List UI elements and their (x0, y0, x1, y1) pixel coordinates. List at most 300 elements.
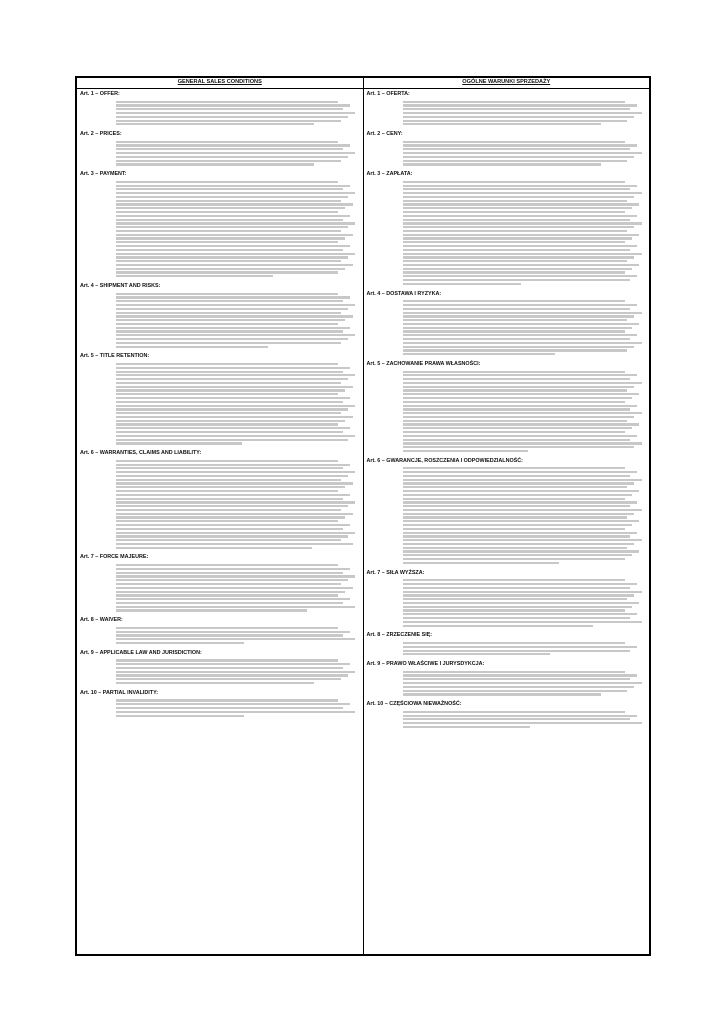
text-line-placeholder (116, 416, 353, 418)
text-line-placeholder (116, 101, 338, 103)
title-row (77, 78, 650, 89)
text-line-placeholder (403, 338, 630, 340)
text-line-placeholder (116, 663, 350, 665)
text-line-placeholder (116, 312, 341, 314)
article-heading: Art. 10 – PARTIAL INVALIDITY: (80, 689, 159, 696)
text-line-placeholder (403, 112, 642, 114)
article-heading: Art. 4 – DOSTAWA I RYZYKA: (366, 290, 442, 297)
text-line-placeholder (403, 101, 625, 103)
text-line-placeholder (116, 249, 343, 251)
text-line-placeholder (116, 271, 338, 273)
text-line-placeholder (116, 245, 350, 247)
article-heading: Art. 8 – WAIVER: (80, 617, 123, 624)
text-line-placeholder (116, 642, 244, 644)
text-line-placeholder (403, 726, 531, 728)
text-line-placeholder (116, 543, 353, 545)
text-line-placeholder (116, 260, 341, 262)
text-line-placeholder (403, 116, 635, 118)
text-line-placeholder (116, 296, 350, 298)
text-line-placeholder (403, 591, 642, 593)
text-line-placeholder (403, 583, 637, 585)
text-line-placeholder (116, 389, 345, 391)
text-line-placeholder (116, 275, 273, 277)
text-line-placeholder (116, 498, 343, 500)
article-body (367, 668, 647, 695)
text-line-placeholder (116, 594, 338, 596)
text-line-placeholder (403, 513, 635, 515)
text-line-placeholder (116, 315, 353, 317)
text-line-placeholder (403, 144, 637, 146)
article-heading: Art. 2 – PRICES: (80, 131, 122, 138)
text-line-placeholder (403, 416, 635, 418)
text-line-placeholder (403, 711, 625, 713)
text-line-placeholder (403, 405, 637, 407)
article-heading: Art. 10 – CZĘŚCIOWA NIEWAŻNOŚĆ: (366, 701, 462, 708)
article-body (367, 465, 647, 564)
article-heading: Art. 6 – WARRANTIES, CLAIMS AND LIABILITY: (80, 450, 202, 457)
text-line-placeholder (116, 363, 338, 365)
text-line-placeholder (403, 300, 625, 302)
article-heading: Art. 5 – TITLE RETENTION: (80, 353, 150, 360)
text-line-placeholder (116, 435, 355, 437)
text-line-placeholder (403, 562, 560, 564)
text-line-placeholder (403, 427, 632, 429)
text-line-placeholder (116, 148, 343, 150)
article-body (80, 624, 360, 644)
article-body (80, 360, 360, 444)
text-line-placeholder (116, 264, 353, 266)
text-line-placeholder (403, 141, 625, 143)
text-line-placeholder (116, 524, 350, 526)
text-line-placeholder (403, 237, 632, 239)
text-line-placeholder (403, 192, 642, 194)
text-line-placeholder (403, 200, 628, 202)
text-line-placeholder (403, 342, 642, 344)
text-line-placeholder (116, 319, 345, 321)
text-line-placeholder (403, 475, 630, 477)
text-line-placeholder (116, 535, 348, 537)
text-line-placeholder (116, 671, 355, 673)
text-line-placeholder (116, 308, 348, 310)
text-line-placeholder (403, 539, 642, 541)
text-line-placeholder (116, 412, 341, 414)
text-line-placeholder (116, 467, 343, 469)
text-line-placeholder (116, 342, 341, 344)
text-line-placeholder (403, 482, 635, 484)
text-line-placeholder (403, 397, 632, 399)
text-line-placeholder (403, 450, 529, 452)
text-line-placeholder (403, 152, 642, 154)
text-line-placeholder (116, 505, 348, 507)
text-line-placeholder (403, 535, 630, 537)
text-line-placeholder (403, 401, 625, 403)
article-body (80, 138, 360, 165)
text-line-placeholder (403, 558, 625, 560)
text-line-placeholder (403, 334, 637, 336)
text-line-placeholder (403, 528, 625, 530)
text-line-placeholder (116, 587, 353, 589)
text-line-placeholder (403, 646, 637, 648)
text-line-placeholder (403, 609, 625, 611)
text-line-placeholder (116, 513, 353, 515)
text-line-placeholder (116, 423, 338, 425)
text-line-placeholder (403, 260, 628, 262)
article-heading: Art. 4 – SHIPMENT AND RISKS: (80, 283, 161, 290)
text-line-placeholder (403, 188, 630, 190)
text-line-placeholder (403, 446, 635, 448)
text-line-placeholder (403, 108, 630, 110)
text-line-placeholder (116, 330, 343, 332)
text-line-placeholder (116, 323, 338, 325)
text-line-placeholder (116, 602, 343, 604)
text-line-placeholder (403, 283, 521, 285)
text-line-placeholder (403, 516, 628, 518)
article-heading: Art. 3 – ZAPŁATA: (366, 171, 413, 178)
text-line-placeholder (403, 275, 637, 277)
text-line-placeholder (116, 464, 350, 466)
text-line-placeholder (403, 327, 632, 329)
english-column (77, 89, 364, 955)
text-line-placeholder (116, 181, 338, 183)
text-line-placeholder (116, 547, 312, 549)
text-line-placeholder (116, 439, 348, 441)
text-line-placeholder (116, 627, 338, 629)
text-line-placeholder (116, 253, 355, 255)
text-line-placeholder (403, 207, 632, 209)
text-line-placeholder (403, 319, 628, 321)
text-line-placeholder (403, 241, 625, 243)
article-heading: Art. 3 – PAYMENT: (80, 171, 127, 178)
article-body (367, 368, 647, 452)
text-line-placeholder (116, 211, 338, 213)
article-heading: Art. 7 – FORCE MAJEURE: (80, 554, 149, 561)
text-line-placeholder (116, 215, 350, 217)
text-line-placeholder (116, 520, 338, 522)
text-line-placeholder (403, 486, 628, 488)
text-line-placeholder (116, 494, 350, 496)
text-line-placeholder (116, 226, 348, 228)
text-line-placeholder (403, 467, 625, 469)
text-line-placeholder (116, 490, 338, 492)
text-line-placeholder (403, 393, 640, 395)
text-line-placeholder (403, 471, 637, 473)
text-line-placeholder (116, 230, 341, 232)
text-line-placeholder (403, 490, 640, 492)
text-line-placeholder (116, 509, 341, 511)
text-line-placeholder (403, 104, 637, 106)
text-line-placeholder (403, 264, 640, 266)
text-line-placeholder (403, 378, 630, 380)
article-body (80, 290, 360, 348)
article-body (367, 577, 647, 627)
text-line-placeholder (403, 222, 642, 224)
article-body (367, 178, 647, 285)
text-line-placeholder (403, 412, 642, 414)
text-line-placeholder (403, 602, 640, 604)
text-line-placeholder (403, 524, 632, 526)
text-line-placeholder (116, 707, 343, 709)
text-line-placeholder (116, 338, 348, 340)
text-line-placeholder (403, 330, 625, 332)
text-line-placeholder (403, 253, 642, 255)
text-line-placeholder (403, 690, 628, 692)
article-body (80, 178, 360, 277)
text-line-placeholder (403, 279, 630, 281)
text-line-placeholder (116, 471, 355, 473)
article-heading: Art. 5 – ZACHOWANIE PRAWA WŁASNOŚCI: (366, 360, 481, 367)
text-line-placeholder (403, 547, 628, 549)
text-line-placeholder (403, 382, 642, 384)
text-line-placeholder (403, 219, 630, 221)
text-line-placeholder (116, 579, 348, 581)
text-line-placeholder (116, 192, 355, 194)
text-line-placeholder (116, 346, 268, 348)
contract-page (75, 76, 651, 956)
text-line-placeholder (116, 532, 355, 534)
text-line-placeholder (116, 108, 343, 110)
text-line-placeholder (116, 234, 353, 236)
text-line-placeholder (116, 397, 350, 399)
text-line-placeholder (403, 501, 637, 503)
text-line-placeholder (403, 163, 601, 165)
text-line-placeholder (116, 156, 348, 158)
text-line-placeholder (116, 501, 355, 503)
text-line-placeholder (403, 671, 625, 673)
text-line-placeholder (116, 516, 345, 518)
article-heading: Art. 9 – APPLICABLE LAW AND JURISDICTION: (80, 649, 202, 656)
text-line-placeholder (116, 104, 350, 106)
text-line-placeholder (116, 386, 353, 388)
text-line-placeholder (403, 625, 594, 627)
text-line-placeholder (403, 203, 640, 205)
text-line-placeholder (403, 505, 630, 507)
text-line-placeholder (116, 479, 341, 481)
text-line-placeholder (116, 420, 345, 422)
text-line-placeholder (403, 389, 628, 391)
article-heading: Art. 7 – SIŁA WYŻSZA: (366, 569, 425, 576)
text-line-placeholder (403, 211, 625, 213)
text-line-placeholder (403, 520, 640, 522)
article-body (80, 697, 360, 717)
text-line-placeholder (116, 606, 355, 608)
article-body (367, 708, 647, 728)
article-body (367, 298, 647, 356)
text-line-placeholder (403, 550, 640, 552)
text-line-placeholder (403, 249, 630, 251)
text-line-placeholder (116, 609, 307, 611)
article-body (367, 98, 647, 125)
text-line-placeholder (403, 431, 625, 433)
text-line-placeholder (403, 498, 625, 500)
text-line-placeholder (403, 245, 637, 247)
text-line-placeholder (403, 532, 637, 534)
text-line-placeholder (116, 200, 341, 202)
text-line-placeholder (116, 293, 338, 295)
text-line-placeholder (403, 674, 637, 676)
text-line-placeholder (403, 271, 625, 273)
text-line-placeholder (116, 674, 348, 676)
text-line-placeholder (403, 642, 625, 644)
article-body (80, 457, 360, 549)
text-line-placeholder (116, 203, 353, 205)
text-line-placeholder (403, 181, 625, 183)
text-line-placeholder (403, 594, 635, 596)
text-line-placeholder (403, 579, 625, 581)
text-line-placeholder (116, 638, 355, 640)
text-line-placeholder (403, 304, 637, 306)
text-line-placeholder (116, 667, 343, 669)
text-line-placeholder (116, 591, 345, 593)
text-line-placeholder (116, 431, 343, 433)
text-line-placeholder (116, 486, 345, 488)
text-line-placeholder (116, 572, 343, 574)
text-line-placeholder (116, 196, 348, 198)
text-line-placeholder (403, 682, 642, 684)
text-line-placeholder (403, 323, 640, 325)
text-line-placeholder (403, 715, 637, 717)
text-line-placeholder (116, 144, 350, 146)
text-line-placeholder (403, 722, 642, 724)
text-line-placeholder (116, 475, 348, 477)
text-line-placeholder (403, 349, 628, 351)
text-line-placeholder (116, 116, 348, 118)
text-line-placeholder (403, 678, 630, 680)
article-heading: Art. 6 – GWARANCJE, ROSZCZENIA I ODPOWIEDZIALNOŚĆ: (366, 457, 523, 464)
text-line-placeholder (116, 256, 348, 258)
article-heading: Art. 9 – PRAWO WŁAŚCIWE I JURYSDYKCJA: (366, 661, 485, 668)
text-line-placeholder (403, 587, 630, 589)
text-line-placeholder (403, 494, 632, 496)
text-line-placeholder (403, 653, 550, 655)
text-line-placeholder (403, 353, 555, 355)
text-line-placeholder (403, 613, 637, 615)
text-line-placeholder (403, 230, 628, 232)
article-body (367, 639, 647, 655)
text-line-placeholder (403, 312, 642, 314)
text-line-placeholder (116, 568, 350, 570)
text-line-placeholder (403, 617, 630, 619)
article-heading: Art. 1 – OFFER: (80, 91, 120, 97)
text-line-placeholder (403, 234, 640, 236)
text-line-placeholder (116, 219, 343, 221)
text-line-placeholder (403, 543, 635, 545)
text-line-placeholder (116, 678, 341, 680)
text-line-placeholder (116, 367, 350, 369)
text-line-placeholder (403, 435, 637, 437)
text-line-placeholder (116, 163, 314, 165)
text-line-placeholder (403, 693, 601, 695)
text-line-placeholder (403, 185, 637, 187)
text-line-placeholder (116, 598, 350, 600)
article-body (80, 657, 360, 684)
text-line-placeholder (116, 378, 348, 380)
text-line-placeholder (403, 718, 630, 720)
text-line-placeholder (116, 123, 314, 125)
text-line-placeholder (116, 583, 341, 585)
text-line-placeholder (403, 598, 628, 600)
text-line-placeholder (116, 382, 341, 384)
text-line-placeholder (403, 346, 635, 348)
text-line-placeholder (116, 393, 338, 395)
article-heading: Art. 2 – CENY: (366, 131, 403, 138)
text-line-placeholder (403, 479, 642, 481)
text-line-placeholder (403, 268, 632, 270)
text-line-placeholder (403, 386, 635, 388)
text-line-placeholder (116, 334, 355, 336)
text-line-placeholder (403, 156, 635, 158)
text-line-placeholder (116, 207, 345, 209)
text-line-placeholder (403, 650, 630, 652)
text-line-placeholder (403, 256, 635, 258)
text-line-placeholder (403, 442, 642, 444)
text-line-placeholder (116, 711, 355, 713)
text-line-placeholder (403, 606, 632, 608)
text-line-placeholder (116, 682, 314, 684)
article-heading: Art. 1 – OFERTA: (366, 91, 410, 97)
text-line-placeholder (116, 268, 345, 270)
text-line-placeholder (116, 564, 338, 566)
bilingual-terms-table (76, 77, 650, 955)
article-body (367, 138, 647, 165)
text-line-placeholder (403, 423, 640, 425)
text-line-placeholder (116, 703, 350, 705)
text-line-placeholder (116, 185, 350, 187)
text-line-placeholder (116, 442, 242, 444)
text-line-placeholder (403, 621, 642, 623)
text-line-placeholder (403, 160, 628, 162)
text-line-placeholder (116, 304, 355, 306)
text-line-placeholder (116, 659, 338, 661)
text-line-placeholder (116, 482, 353, 484)
text-line-placeholder (116, 575, 355, 577)
text-line-placeholder (116, 460, 338, 462)
text-line-placeholder (116, 120, 341, 122)
text-line-placeholder (116, 371, 343, 373)
text-line-placeholder (116, 112, 355, 114)
text-line-placeholder (403, 123, 601, 125)
text-line-placeholder (116, 408, 348, 410)
text-line-placeholder (403, 308, 630, 310)
text-line-placeholder (403, 371, 625, 373)
text-line-placeholder (403, 554, 632, 556)
text-line-placeholder (403, 120, 628, 122)
text-line-placeholder (116, 427, 350, 429)
text-line-placeholder (116, 152, 355, 154)
text-line-placeholder (403, 686, 635, 688)
text-line-placeholder (403, 315, 635, 317)
text-line-placeholder (403, 148, 630, 150)
text-line-placeholder (116, 141, 338, 143)
text-line-placeholder (116, 237, 345, 239)
text-line-placeholder (116, 374, 355, 376)
text-line-placeholder (116, 160, 341, 162)
text-line-placeholder (116, 241, 338, 243)
text-line-placeholder (116, 188, 343, 190)
article-body (80, 98, 360, 125)
content-row (77, 89, 650, 955)
text-line-placeholder (116, 327, 350, 329)
text-line-placeholder (116, 699, 338, 701)
article-body (80, 561, 360, 611)
polish-title: OGÓLNE WARUNKI SPRZEDAŻY (363, 78, 650, 89)
text-line-placeholder (116, 634, 343, 636)
text-line-placeholder (116, 631, 350, 633)
text-line-placeholder (116, 401, 343, 403)
text-line-placeholder (403, 196, 635, 198)
text-line-placeholder (403, 509, 642, 511)
text-line-placeholder (116, 300, 343, 302)
text-line-placeholder (116, 405, 355, 407)
